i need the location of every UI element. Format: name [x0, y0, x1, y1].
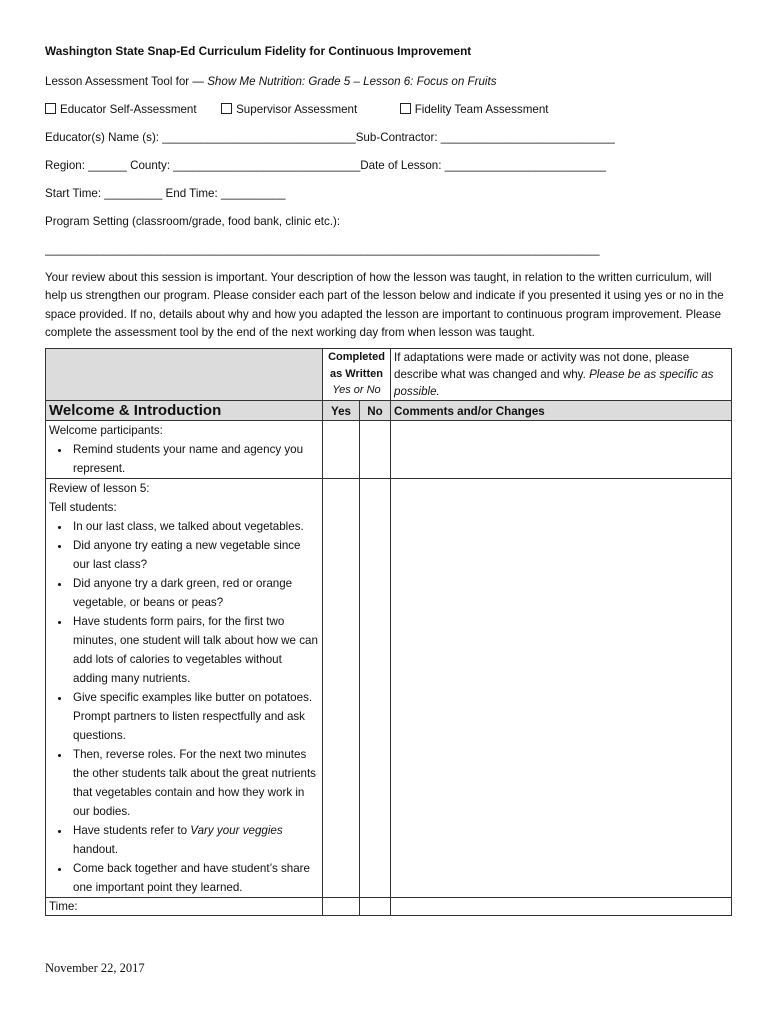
- lesson-line: [45, 73, 735, 101]
- form-title: Washington State Snap-Ed Curriculum Fidelity for Continuous Improvement: [45, 44, 472, 58]
- list-item: • Remind students your name and agency you represent.: [71, 440, 319, 478]
- list-item: • Did anyone try eating a new vegetable since our last class?: [71, 536, 319, 574]
- program-setting-label: Program Setting (classroom/grade, food bank, clinic etc.):: [45, 215, 341, 228]
- list-item: [71, 821, 319, 859]
- intro-paragraph: Your review about this session is important. Your description of how the lesson was taught, in relation to the written curriculum, will help us strengthen our program. Please consider each part of the lesson below and indicate if you presented it using yes or no in the space provided. If no, details about why and how you adapted the lesson are important to continuous program improvement. Please complete the assessment tool by the end of the next working day from when lesson was taught.: [45, 271, 724, 339]
- lesson-date-field[interactable]: Date of Lesson: _________________________: [360, 159, 606, 172]
- yes-cell[interactable]: [323, 421, 360, 479]
- list-item: • Did anyone try a dark green, red or orange vegetable, or beans or peas?: [71, 574, 319, 612]
- table-row: [46, 479, 732, 898]
- header-blank-cell: [46, 349, 323, 401]
- section-header-row: [46, 401, 732, 421]
- yes-or-no-label: Yes or No: [332, 384, 381, 397]
- table-header-row: [46, 349, 732, 401]
- educator-row: [45, 129, 735, 157]
- educator-self-checkbox[interactable]: [45, 103, 197, 116]
- no-cell[interactable]: [360, 898, 391, 916]
- yes-cell[interactable]: [323, 479, 360, 898]
- completed-label: Completed as Written: [328, 351, 385, 380]
- no-column-header: No: [360, 401, 391, 421]
- lesson-assessment-table: [45, 348, 732, 916]
- list-item: • Have students form pairs, for the first two minutes, one student will talk about how we can add lots of calories to vegetables without adding many nutrients.: [71, 612, 319, 688]
- form-page: [45, 44, 735, 916]
- table-row: [46, 421, 732, 479]
- yes-cell[interactable]: [323, 898, 360, 916]
- checkbox-icon[interactable]: [45, 103, 56, 114]
- region-row: [45, 157, 735, 185]
- assessment-type-row: [45, 101, 735, 129]
- adaptation-text: If adaptations were made or activity was not done, please describe what was changed and why.: [394, 351, 690, 382]
- program-setting-field[interactable]: ______________________________________________________________________________________: [45, 243, 600, 256]
- comments-cell[interactable]: [391, 898, 732, 916]
- time-label: Time:: [46, 898, 323, 916]
- comments-cell[interactable]: [391, 479, 732, 898]
- region-county-field[interactable]: Region: ______ County: _____________________________: [45, 159, 361, 172]
- yes-column-header: Yes: [323, 401, 360, 421]
- subcontractor-field[interactable]: Sub-Contractor: ___________________________: [355, 131, 615, 144]
- fidelity-team-label: Fidelity Team Assessment: [414, 103, 549, 116]
- table-row: [46, 898, 732, 916]
- checkbox-icon[interactable]: [400, 103, 411, 114]
- adaptation-italic: Please be as specific as possible.: [394, 368, 714, 399]
- comments-column-header: Comments and/or Changes: [391, 401, 732, 421]
- no-cell[interactable]: [360, 421, 391, 479]
- comments-cell[interactable]: [391, 421, 732, 479]
- lesson-prefix: Lesson Assessment Tool for —: [45, 75, 208, 88]
- supervisor-checkbox[interactable]: [221, 103, 357, 116]
- section-title: Welcome & Introduction: [46, 401, 323, 421]
- time-row: [45, 185, 735, 213]
- lesson-name: Show Me Nutrition: Grade 5 – Lesson 6: Focus on Fruits: [207, 75, 497, 88]
- list-item: • In our last class, we talked about vegetables.: [71, 517, 319, 536]
- start-end-time-field[interactable]: Start Time: _________ End Time: __________: [45, 187, 286, 200]
- step-subheading: Tell students:: [49, 501, 117, 515]
- fidelity-team-checkbox[interactable]: [400, 103, 549, 116]
- supervisor-label: Supervisor Assessment: [236, 103, 358, 116]
- adaptation-instructions: [391, 349, 732, 401]
- handout-name: Vary your veggies: [190, 824, 283, 838]
- welcome-step: [46, 421, 323, 479]
- handout-prefix: Have students refer to: [73, 824, 191, 838]
- no-cell[interactable]: [360, 479, 391, 898]
- educator-name-field[interactable]: Educator(s) Name (s): ______________________________: [45, 131, 356, 144]
- review-step: [46, 479, 323, 898]
- list-item: • Then, reverse roles. For the next two minutes the other students talk about the great nutrients that vegetables contain and how they work in our bodies.: [71, 745, 319, 821]
- completed-header: [323, 349, 391, 401]
- step-heading: Welcome participants:: [49, 424, 163, 438]
- step-heading: Review of lesson 5:: [49, 482, 150, 496]
- list-item: • Give specific examples like butter on potatoes. Prompt partners to listen respectfully and ask questions.: [71, 688, 319, 745]
- handout-suffix: handout.: [73, 843, 119, 857]
- educator-self-label: Educator Self-Assessment: [60, 103, 197, 116]
- footer-date: November 22, 2017: [45, 961, 145, 975]
- checkbox-icon[interactable]: [221, 103, 232, 114]
- list-item: • Come back together and have student’s share one important point they learned.: [71, 859, 319, 897]
